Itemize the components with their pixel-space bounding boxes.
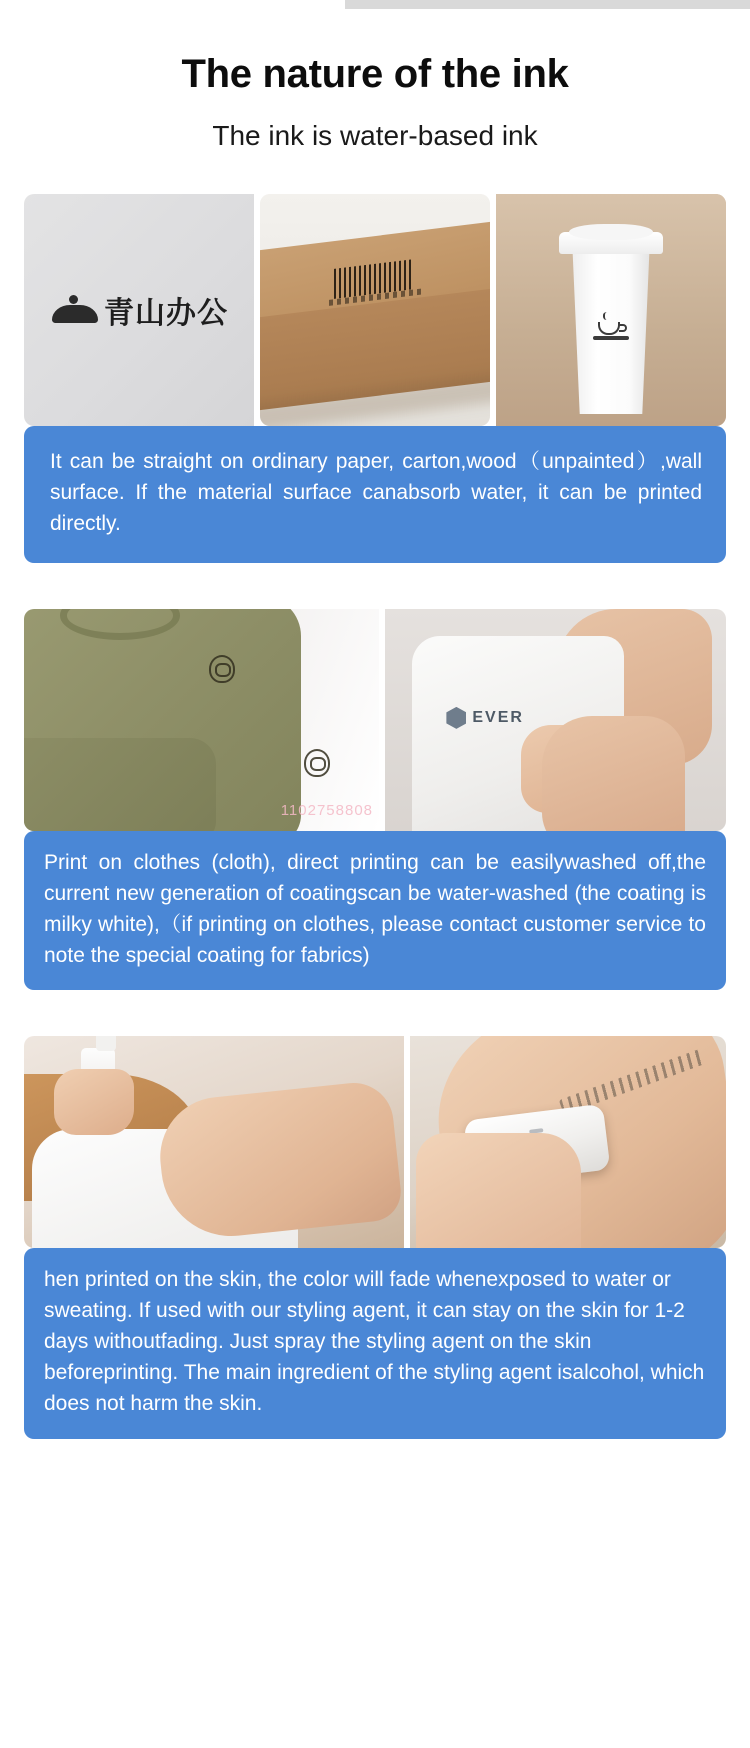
bear-stamp-icon [304, 749, 330, 777]
paper-coffee-cup-photo [496, 194, 726, 426]
photo-row-clothes [24, 609, 726, 831]
spray-styling-agent-photo [24, 1036, 404, 1248]
caption-skin-printing: hen printed on the skin, the color will fade whenexposed to water or sweating. If used with our styling agent, it can stay on the skin for 1-2 days withoutfading. Just spray the styling agent on the skin beforeprinting. The main ingredient of the styling agent isalcohol, which does not harm the skin. [24, 1248, 726, 1439]
caption-ordinary-surfaces: It can be straight on ordinary paper, carton,wood（unpainted）,wall surface. If the material surface canabsorb water, it can be printed directly. [24, 426, 726, 563]
brand-text: EVER [472, 708, 524, 726]
section-ordinary-surfaces [0, 194, 750, 563]
hexagon-logo-icon [446, 707, 466, 729]
cardboard-carton-photo [260, 194, 490, 426]
printed-logo [52, 288, 228, 332]
logo-text: 青山办公 [104, 296, 228, 331]
section-clothes-printing [0, 609, 750, 989]
top-strip-grey-block [345, 0, 750, 9]
page-title: The nature of the ink [181, 52, 569, 96]
printed-brand-logo [446, 707, 524, 729]
photo-row-ordinary-surfaces [24, 194, 726, 426]
handheld-printer-on-arm-photo [410, 1036, 726, 1248]
olive-tshirt-photo [24, 609, 379, 831]
photo-row-skin [24, 1036, 726, 1248]
logo-on-paper-photo [24, 194, 254, 426]
coffee-cup-icon [591, 312, 631, 342]
section-skin-printing [0, 1036, 750, 1439]
mountain-sun-icon [52, 295, 98, 325]
bear-stamp-icon [209, 655, 235, 683]
image-watermark: 1102758808 [280, 802, 373, 820]
page-subtitle: The ink is water-based ink [212, 120, 538, 151]
top-status-strip [0, 0, 750, 16]
caption-clothes-printing: Print on clothes (cloth), direct printing can be easilywashed off,the current new generation of coatingscan be water-washed (the coating is milky white),（if printing on clothes, please contact customer service to note the special coating for fabrics) [24, 831, 726, 989]
white-tshirt-logo-photo [385, 609, 726, 831]
